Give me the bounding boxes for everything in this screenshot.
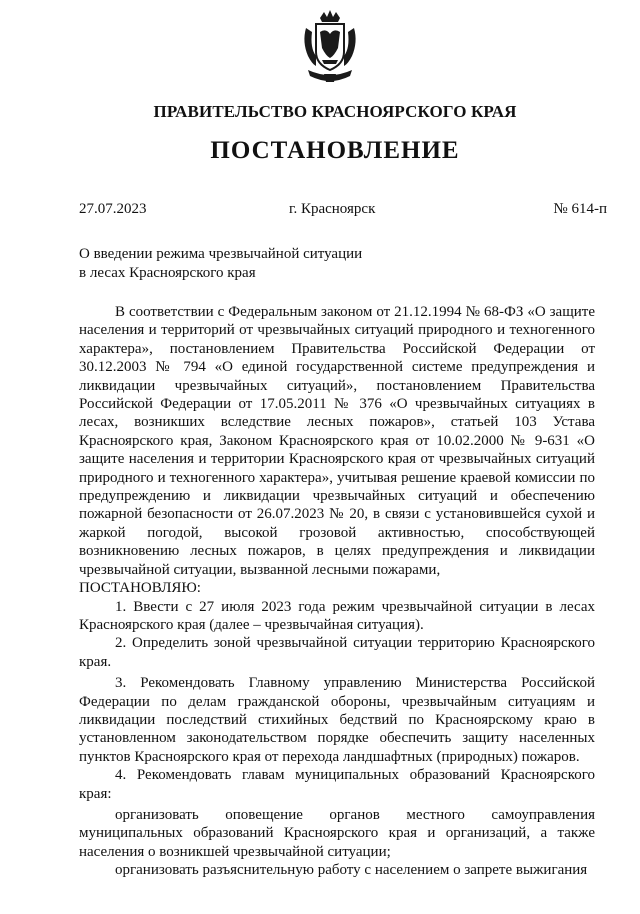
document-type-title: ПОСТАНОВЛЕНИЕ	[210, 137, 460, 164]
document-body	[79, 303, 595, 880]
government-title: ПРАВИТЕЛЬСТВО КРАСНОЯРСКОГО КРАЯ	[153, 102, 517, 121]
document-meta	[79, 201, 607, 221]
item-2-paragraph: 2. Определить зоной чрезвычайной ситуации территорию Красноярского края.	[79, 635, 595, 670]
preamble-paragraph: В соответствии с Федеральным законом от 21.12.1994 № 68-ФЗ «О защите населения и территорий от чрезвычайных ситуаций природного и техногенного характера», постановлением Правительства Российской Федерации от 30.12.2003 № 794 «О единой государственной системе предупреждения и ликвидации чрезвычайных ситуаций», постановлением Правительства Российской Федерации от 17.05.2011 № 376 «О чрезвычайных ситуациях в лесах, возникших вследствие лесных пожаров», статьей 103 Устава Красноярского края, Законом Красноярского края от 10.02.2000 № 9-631 «О защите населения и территории Красноярского края от чрезвычайных ситуаций природного и техногенного характера», учитывая решение краевой комиссии по предупреждению и ликвидации чрезвычайных ситуаций и обеспечению пожарной безопасности от 26.07.2023 № 20, в связи с установившейся сухой и жаркой погодой, высокой грозовой активностью, способствующей возникновению лесных пожаров, в целях предупреждения и ликвидации чрезвычайной ситуации, вызванной лесными пожарами,	[79, 304, 595, 578]
subject-line-2: в лесах Красноярского края	[79, 265, 256, 281]
coat-of-arms-icon	[298, 8, 362, 86]
item-1-paragraph: 1. Ввести с 27 июля 2023 года режим чрезвычайной ситуации в лесах Красноярского края (далее – чрезвычайная ситуация).	[79, 598, 595, 633]
item-4-subitem-1: организовать оповещение органов местного самоуправления муниципальных образований Красноярского края и организаций, а также населения о возникшей чрезвычайной ситуации;	[79, 806, 595, 860]
document-city: г. Красноярск	[289, 201, 376, 217]
subject-line-1: О введении режима чрезвычайной ситуации	[79, 246, 363, 262]
item-3-paragraph: 3. Рекомендовать Главному управлению Министерства Российской Федерации по делам гражданской обороны, чрезвычайным ситуациям и ликвидации последствий стихийных бедствий по Красноярскому краю в установленном законодательством порядке обеспечить защиту населенных пунктов Красноярского края от перехода ландшафтных (природных) пожаров.	[79, 675, 595, 765]
item-4-subitem-2: организовать разъяснительную работу с населением о запрете выжигания	[115, 862, 588, 879]
document-date: 27.07.2023	[79, 201, 147, 217]
document-number: № 614-п	[553, 201, 607, 217]
item-4-paragraph: 4. Рекомендовать главам муниципальных образований Красноярского края:	[79, 767, 595, 802]
document-subject	[79, 245, 362, 283]
decree-word: ПОСТАНОВЛЯЮ:	[79, 580, 201, 597]
